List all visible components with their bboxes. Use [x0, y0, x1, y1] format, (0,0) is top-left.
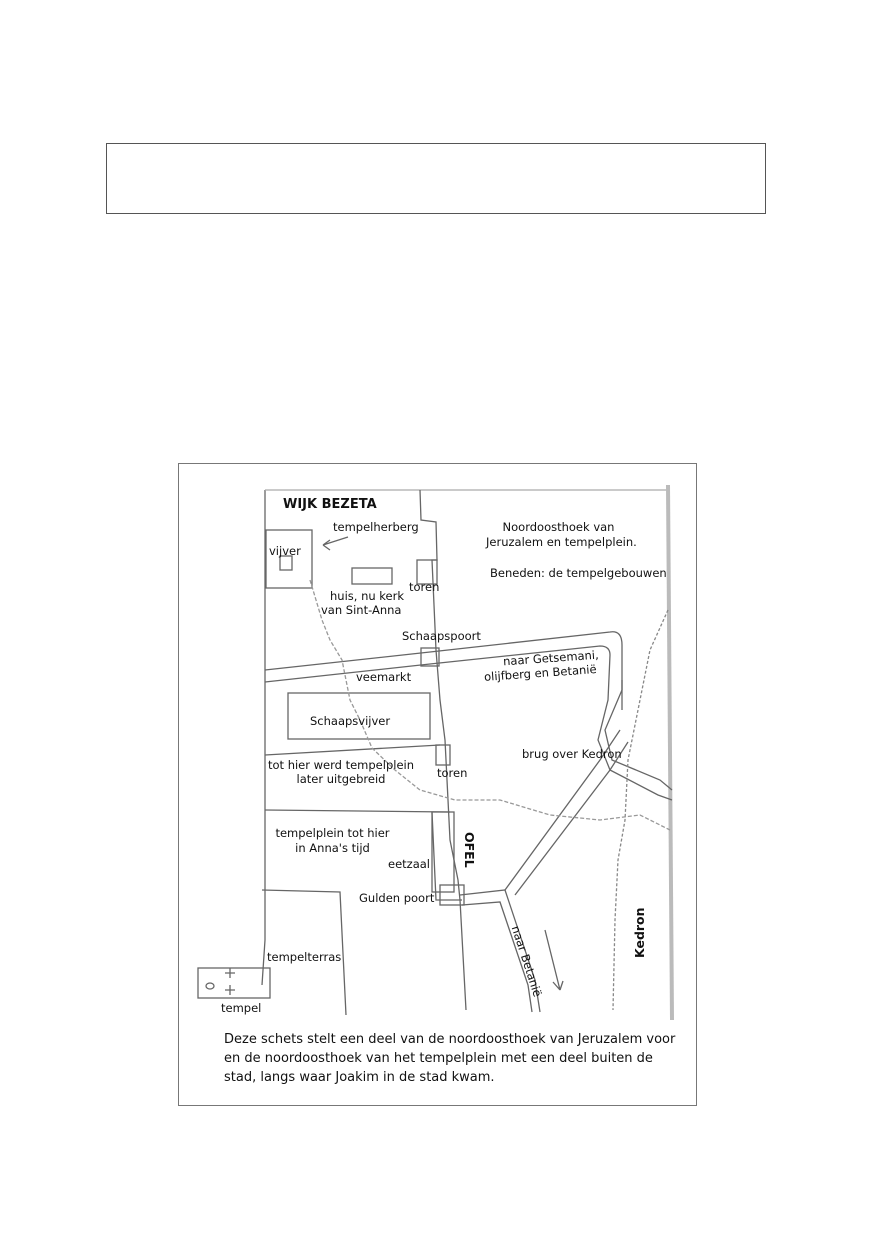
label-uitgebreid-2: later uitgebreid	[296, 772, 386, 786]
tempel-cross-2	[225, 985, 235, 995]
label-huis: huis, nu kerk	[330, 589, 405, 603]
label-intro-1: Noordoosthoek van	[502, 520, 615, 534]
label-anna-2: in Anna's tijd	[295, 841, 370, 855]
label-uitgebreid-1: tot hier werd tempelplein	[267, 758, 415, 772]
map-title: WIJK BEZETA	[283, 497, 377, 512]
label-getsemani-2: olijfberg en Betanië	[483, 662, 597, 684]
inner-wall-2	[432, 812, 462, 900]
label-anna-1: tempelplein tot hier	[275, 826, 390, 840]
caption-line-3: stad, langs waar Joakim in de stad kwam.	[224, 1070, 495, 1085]
label-schaapsvijver: Schaapsvijver	[310, 714, 391, 728]
label-sint-anna: van Sint-Anna	[321, 603, 402, 617]
label-gulden-poort: Gulden poort	[359, 891, 435, 905]
figure-caption	[224, 1030, 676, 1087]
label-toren-2: toren	[437, 766, 468, 780]
label-eetzaal: eetzaal	[388, 857, 430, 871]
label-intro-2: Jeruzalem en tempelplein.	[486, 535, 637, 549]
inner-wall	[420, 490, 466, 1010]
label-vijver: vijver	[269, 544, 301, 558]
label-tempel: tempel	[221, 1001, 262, 1015]
huis-building	[352, 568, 392, 584]
tempel-oval	[206, 983, 214, 989]
right-edge	[668, 485, 672, 1020]
label-kedron: Kedron	[632, 907, 647, 958]
tempelplein-line	[265, 810, 450, 812]
west-wall	[262, 490, 265, 985]
tempel-cross-1	[225, 968, 235, 978]
label-veemarkt: veemarkt	[356, 670, 412, 684]
veemarkt-line	[265, 745, 440, 755]
tempelherberg-building	[266, 530, 312, 588]
label-schaapspoort: Schaapspoort	[402, 629, 481, 643]
toren-2-building	[436, 745, 450, 765]
label-intro-3: Beneden: de tempelgebouwen	[490, 566, 667, 580]
caption-line-2: en de noordoosthoek van het tempelplein met een deel buiten de	[224, 1051, 653, 1066]
label-toren-1: toren	[409, 580, 440, 594]
label-getsemani-1: naar Getsemani,	[502, 647, 600, 669]
vijver-pool	[280, 556, 292, 570]
label-naar-betanie: naar Betanië	[508, 924, 545, 999]
caption-line-1: Deze schets stelt een deel van de noordoosthoek van Jeruzalem voor	[224, 1032, 676, 1047]
label-tempelherberg: tempelherberg	[333, 520, 419, 534]
label-ofel: OFEL	[462, 832, 477, 868]
arrow-betanie	[545, 930, 563, 990]
label-tempelterras: tempelterras	[267, 950, 342, 964]
arrow-tempelherberg	[323, 537, 348, 550]
label-brug: brug over Kedron	[522, 747, 622, 761]
